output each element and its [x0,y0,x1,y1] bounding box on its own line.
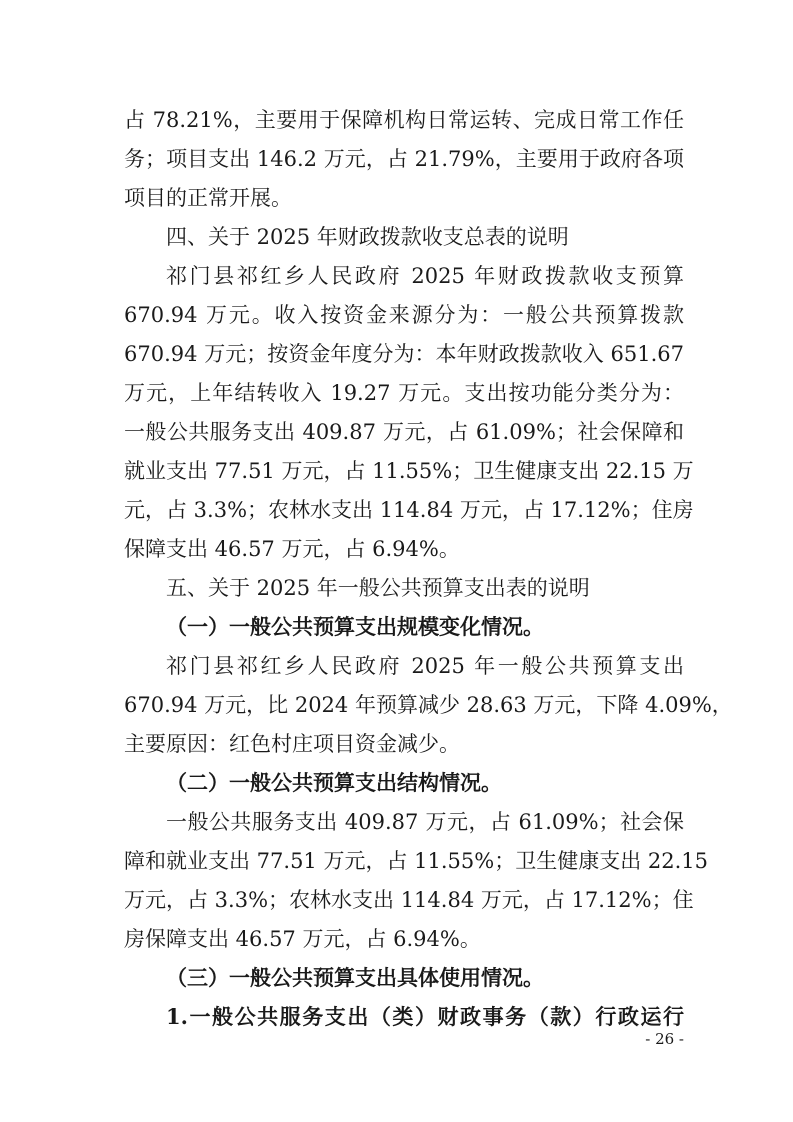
body-line: 670.94 万元；按资金年度分为：本年财政拨款收入 651.67 [124,342,684,366]
body-line: 元，占 3.3%；农林水支出 114.84 万元，占 17.12%；住房 [124,498,694,522]
body-line: 670.94 万元，比 2024 年预算减少 28.63 万元，下降 4.09%， [124,693,733,717]
body-line: 障和就业支出 77.51 万元，占 11.55%；卫生健康支出 22.15 [124,849,709,873]
body-line: 祁门县祁红乡人民政府 2025 年一般公共预算支出 [166,654,684,678]
body-line: 保障支出 46.57 万元，占 6.94%。 [124,537,460,561]
body-line: 万元，上年结转收入 19.27 万元。支出按功能分类分为： [124,381,684,405]
body-line: 务；项目支出 146.2 万元，占 21.79%，主要用于政府各项 [124,147,684,171]
sub-heading: （二）一般公共预算支出结构情况。 [166,770,502,795]
body-line: 项目的正常开展。 [124,186,292,210]
body-line: 一般公共服务支出 409.87 万元，占 61.09%；社会保障和 [124,420,684,444]
body-line: 祁门县祁红乡人民政府 2025 年财政拨款收支预算 [166,264,684,288]
body-line: 就业支出 77.51 万元，占 11.55%；卫生健康支出 22.15 万 [124,459,694,483]
body-line: 占 78.21%，主要用于保障机构日常运转、完成日常工作任 [124,108,684,132]
body-line: 主要原因：红色村庄项目资金减少。 [124,732,460,756]
sub-heading: （一）一般公共预算支出规模变化情况。 [166,614,544,639]
body-line: 一般公共服务支出 409.87 万元，占 61.09%；社会保 [166,810,684,834]
page-number: - 26 - [645,1030,684,1048]
body-line: 万元，占 3.3%；农林水支出 114.84 万元，占 17.12%；住 [124,888,694,912]
sub-heading: （三）一般公共预算支出具体使用情况。 [166,965,544,990]
section-heading: 五、关于 2025 年一般公共预算支出表的说明 [166,576,590,600]
body-line: 670.94 万元。收入按资金来源分为：一般公共预算拨款 [124,303,684,327]
item-heading: 1.一般公共服务支出（类）财政事务（款）行政运行 [166,1004,684,1029]
body-line: 房保障支出 46.57 万元，占 6.94%。 [124,927,481,951]
section-heading: 四、关于 2025 年财政拨款收支总表的说明 [166,225,569,249]
